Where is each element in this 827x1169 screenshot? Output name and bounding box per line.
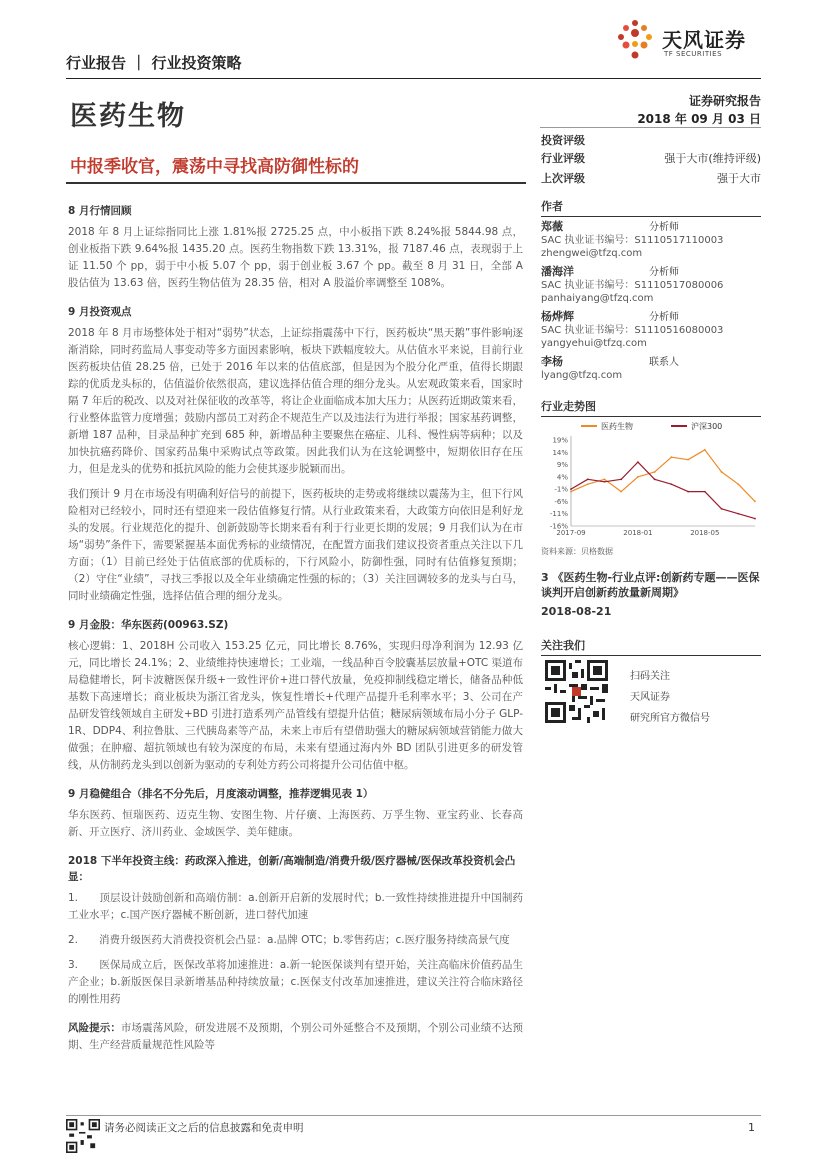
- chart-x-tick-label: 2017-09: [556, 529, 586, 537]
- follow-account-label: 研究所官方微信号: [630, 713, 710, 724]
- chart-data-point: [637, 476, 639, 478]
- chart-x-tick-label: 2018-01: [623, 529, 653, 537]
- analyst-cert: SAC 执业证书编号：S1110517080006: [541, 280, 724, 291]
- chart-data-point: [687, 459, 689, 461]
- related-report-date: 2018-08-21: [541, 605, 612, 618]
- rating-row: [541, 150, 761, 166]
- chart-y-tick-label: -1%: [554, 485, 568, 494]
- analyst-card: [541, 355, 761, 382]
- industry-trend-chart: [541, 416, 763, 542]
- chart-data-point: [587, 478, 589, 480]
- investment-view-paragraph: 我们预计 9 月在市场没有明确利好信号的前提下，医药板块的走势或将继续以震荡为主，但下行风险相对已经较小，同时还有望迎来一段估值修复行情。从行业政策来看，大政策方向依旧是利好龙头的发展。行业规范化的提升、创新鼓励等长期来看有利于行业更长期的发展；9 月我们认为在市场“弱势”条件下，需要紧握基本面优秀标的业绩情况，在配置方面我们建议投资者重点关注以下几方面；（1）目前已经处于估值底部的优质标的，下行风险小，防御性强，同时有估值修复预期；（2）守住“业绩”，寻找三季报以及全年业绩确定性强的标的；（3）关注回调较多的龙头与白马，同时业绩确定性强，选择估值合理的细分龙头。: [68, 488, 523, 602]
- wechat-qr-code[interactable]: [545, 660, 608, 723]
- theme-item: 3. 医保局成立后，医保改革将加速推进：a.新一轮医保谈判有望开始，关注高临床价值药品生产企业；b.新版医保目录新增基品种持续放量；c.医保支付改革加速推进，建议关注符合临床路径的刚性用药: [68, 959, 523, 1005]
- chart-data-point: [620, 491, 622, 493]
- chart-data-point: [754, 501, 756, 503]
- chart-data-point: [737, 483, 739, 485]
- rating-key: 行业评级: [541, 152, 585, 165]
- chart-y-tick-label: 19%: [552, 436, 568, 445]
- chart-y-tick-label: -16%: [549, 522, 568, 531]
- chart-data-point: [670, 456, 672, 458]
- chart-y-tick-label: -11%: [549, 510, 568, 519]
- brand-name-cn: 天风证券: [662, 28, 746, 52]
- rating-row: [541, 170, 761, 186]
- analyst-email[interactable]: yangyehui@tfzq.com: [541, 338, 647, 349]
- chart-y-tick-label: 14%: [552, 448, 568, 457]
- chart-source: 资料来源：贝格数据: [541, 547, 613, 556]
- brand-logo: [612, 18, 762, 66]
- logo-mark-icon: [612, 18, 658, 64]
- chart-data-point: [637, 461, 639, 463]
- chart-y-tick-label: 4%: [556, 473, 568, 482]
- analyst-email[interactable]: panhaiyang@tfzq.com: [541, 293, 654, 304]
- report-type: 行业报告 ｜ 行业投资策略: [66, 54, 242, 72]
- chart-data-point: [654, 478, 656, 480]
- chart-data-point: [721, 508, 723, 510]
- chart-series-line: [571, 462, 755, 518]
- risk-warning: [68, 1020, 523, 1054]
- brand-name-en: TF SECURITIES: [664, 50, 723, 58]
- analyst-name: 杨烨辉: [541, 310, 574, 323]
- chart-data-point: [604, 478, 606, 480]
- headline-rule: [66, 182, 526, 184]
- header-rule: [66, 78, 761, 79]
- report-label: 证券研究报告: [688, 94, 761, 108]
- analyst-name: 郑薇: [541, 220, 563, 233]
- footer-qr-code: [66, 1119, 100, 1153]
- chart-data-point: [704, 491, 706, 493]
- follow-brand-label: 天风证券: [630, 692, 670, 703]
- analyst-card: [541, 310, 761, 350]
- section-heading: 2018 下半年投资主线：药政深入推进，创新/高端制造/消费升级/医疗器械/医保改革投资机会凸显：: [68, 855, 516, 883]
- analyst-cert: SAC 执业证书编号：S1110516080003: [541, 325, 724, 336]
- chart-data-point: [587, 483, 589, 485]
- chart-data-point: [570, 488, 572, 490]
- theme-item: 2. 消费升级医药大消费投资机会凸显：a.品牌 OTC；b.零售药店；c.医疗服务持续高景气度: [68, 934, 510, 946]
- investment-view-paragraph: 2018 年 8 月市场整体处于相对“弱势”状态，上证综指震荡中下行，医药板块“黑天鹅”事件影响逐渐消除，同时药监局人事变动等多方面因素影响，板块下跌幅度较大。从估值水平来说，目前行业医药板块估值 28.25 倍，已处于 2016 年以来的估值底部，但是因为个股分化严重，值得长期跟踪的优质龙头标的，估值溢价依然很高，建议选择估值合理的细分龙头。从宏观政策来看，国家时隔 7 年后的税改、以及对社保征收的改革等，将让企业面临成本加大压力；从医药近期政策来看，行业整体监管力度增强；鼓励内部员工对药企不规范生产以及违法行为进行举报；国家基药调整，新增 187 品种，目录品种扩充到 685 种，新增品种主要聚焦在癌症、儿科、慢性病等病种；以及加快抗癌药降价、国家药品集中采购试点等政策。因此我们认为在这轮调整中，短期依旧存在压力，但是龙头的优势和抵抗风险的能力会使其逐步脱颖而出。: [68, 327, 523, 475]
- chart-data-point: [721, 471, 723, 473]
- analyst-name: 李杨: [541, 355, 563, 368]
- analyst-cert: SAC 执业证书编号：S1110517110003: [541, 235, 724, 246]
- portfolio-paragraph: 华东医药、恒瑞医药、迈克生物、安图生物、片仔癀、上海医药、万孚生物、亚宝药业、长春高新、开立医疗、济川药业、金域医学、美年健康。: [68, 809, 523, 838]
- section-heading: 8 月行情回顾: [68, 205, 132, 217]
- analyst-email[interactable]: lyang@tfzq.com: [541, 370, 623, 381]
- related-report-link[interactable]: 3 《医药生物-行业点评:创新药专题——医保谈判开启创新药放量新周期》: [541, 571, 760, 599]
- chart-x-tick-label: 2018-05: [690, 529, 720, 537]
- authors-heading: 作者: [541, 198, 761, 217]
- trend-heading: 行业走势图: [541, 398, 761, 417]
- follow-heading: 关注我们: [541, 637, 761, 656]
- chart-data-point: [620, 478, 622, 480]
- section-heading: 9 月稳健组合（排名不分先后，月度滚动调整，推荐逻辑见表 1）: [68, 788, 374, 800]
- analyst-card: [541, 220, 761, 260]
- rating-value: 强于大市(维持评级): [664, 152, 761, 165]
- chart-data-point: [687, 491, 689, 493]
- chart-data-point: [670, 483, 672, 485]
- golden-stock-paragraph: 核心逻辑：1、2018H 公司收入 153.25 亿元，同比增长 8.76%，实现归母净利润为 12.93 亿元，同比增长 24.1%；2、业绩维持快速增长；工业端，一线品种百令胶囊基层放量+OTC 渠道布局稳健增长，阿卡波糖医保升级+一致性评价+进口替代放量，免疫抑制线稳定增长，储备品种低基数下高速增长；商业板块为浙江省龙头，恢复性增长+代理产品提升毛利率水平；3、公司在产品研发管线领域自主研发+BD 引进打造系列产品管线有望提升估值；糖尿病领域布局小分子 GLP-1R、DDP4、利拉鲁肽、三代胰岛素等产品，未来上市后有望借助强大的糖尿病领域营销能力做大做强；在肿瘤、超抗领域也有较为深度的布局，未来有望通过海内外 BD 团队引进更多的研发管线，从仿制药龙头到以创新为驱动的专利处方药公司将提升公司估值中枢。: [68, 640, 523, 771]
- headline: 中报季收官，震荡中寻找高防御性标的: [70, 157, 359, 177]
- analyst-role: 联系人: [649, 357, 679, 368]
- chart-legend-label: 医药生物: [601, 422, 633, 431]
- report-date: 2018 年 09 月 03 日: [637, 112, 761, 126]
- chart-data-point: [604, 481, 606, 483]
- analyst-role: 分析师: [649, 222, 679, 233]
- rating-key: 上次评级: [541, 172, 585, 185]
- market-review-paragraph: 2018 年 8 月上证综指同比上涨 1.81%报 2725.25 点，中小板指下跌 8.24%报 5844.98 点，创业板指下跌 9.64%报 1435.20 点。医药生物指数下跌 13.31%，报 7187.46 点，表现弱于上证 11.50 个 pp，弱于中小板 5.07 个 pp，弱于创业板 3.67 个 pp。截至 8 月 31 日，全部 A 股估值为 13.63 倍，医药生物估值为 28.35 倍，相对 A 股溢价率调整至 108%。: [68, 226, 523, 289]
- risk-label: 风险提示：: [68, 1022, 121, 1034]
- section-heading: 9 月投资观点: [68, 306, 132, 318]
- chart-y-tick-label: 9%: [556, 461, 568, 470]
- analyst-card: [541, 265, 761, 305]
- footer-rule: [66, 1115, 761, 1116]
- chart-data-point: [654, 471, 656, 473]
- chart-data-point: [754, 518, 756, 520]
- chart-data-point: [570, 491, 572, 493]
- analyst-role: 分析师: [649, 312, 679, 323]
- rating-value: 强于大市: [717, 172, 761, 185]
- report-body: [68, 203, 523, 1054]
- follow-scan-label: 扫码关注: [630, 671, 670, 682]
- analyst-name: 潘海洋: [541, 265, 574, 278]
- chart-legend-label: 沪深300: [691, 422, 723, 431]
- chart-data-point: [737, 513, 739, 515]
- analyst-email[interactable]: zhengwei@tfzq.com: [541, 248, 643, 259]
- chart-y-tick-label: -6%: [554, 497, 568, 506]
- risk-text: 市场震荡风险，研发进展不及预期，个别公司外延整合不及预期，个别公司业绩不达预期、生产经营质量规范性风险等: [68, 1022, 524, 1051]
- chart-data-point: [704, 449, 706, 451]
- section-heading: 9 月金股：华东医药(00963.SZ): [68, 619, 229, 631]
- theme-item: 1. 顶层设计鼓励创新和高端仿制：a.创新开启新的发展时代；b.一致性持续推进提升中国制药工业水平；c.国产医疗器械不断创新，进口替代加速: [68, 892, 523, 921]
- date-rule: [540, 127, 761, 128]
- analyst-role: 分析师: [649, 267, 679, 278]
- page-number: 1: [748, 1121, 755, 1134]
- chart-series-line: [571, 450, 755, 502]
- rating-heading: 投资评级: [541, 134, 585, 147]
- industry-title: 医药生物: [70, 101, 186, 132]
- footer-disclaimer: 请务必阅读正文之后的信息披露和免责申明: [104, 1122, 304, 1134]
